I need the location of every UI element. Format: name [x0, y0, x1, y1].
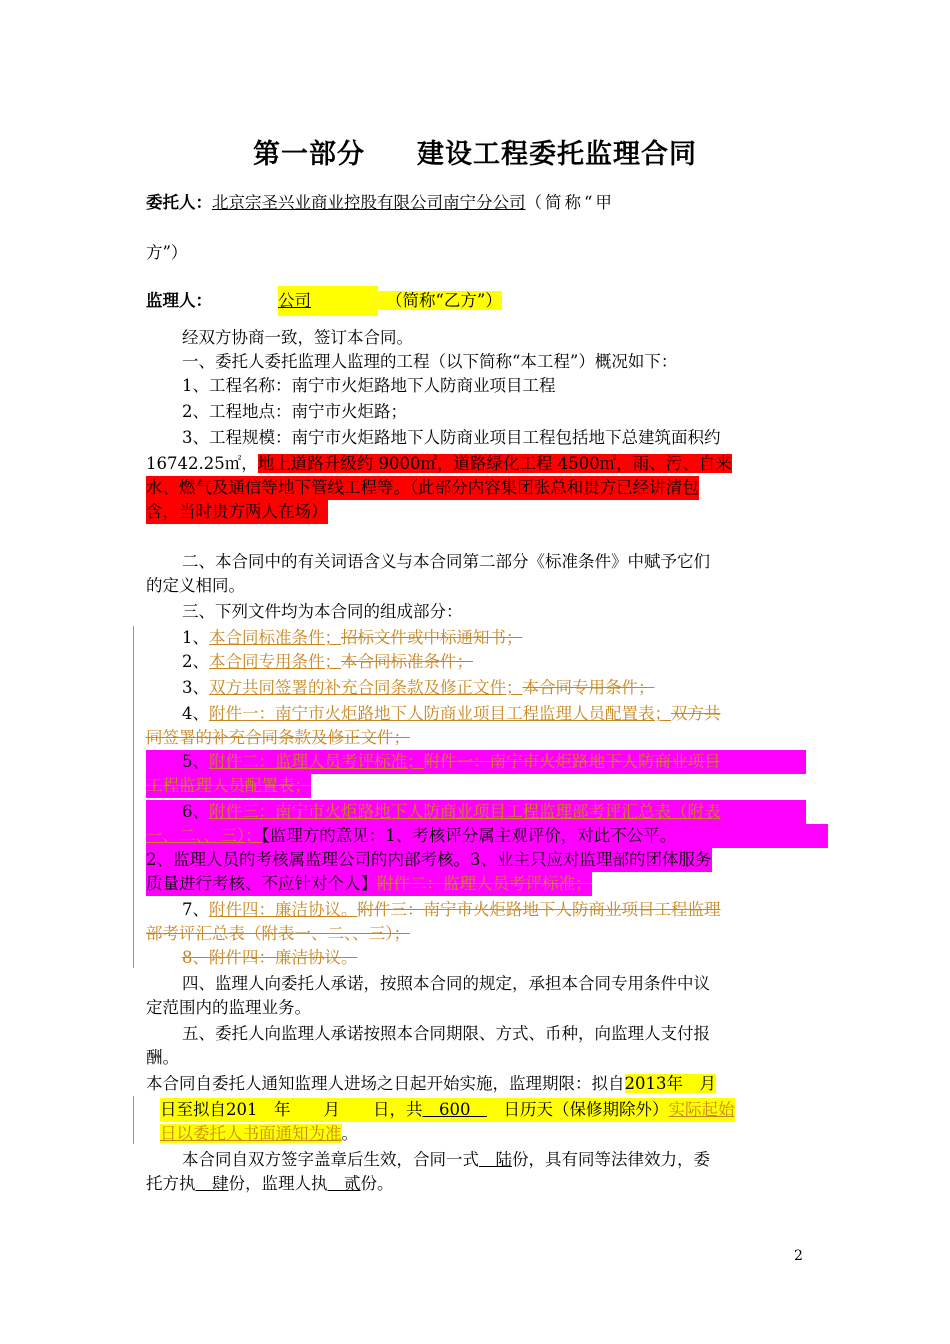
doc-item-5-cont: 工程监理人员配置表； [146, 774, 311, 798]
clause-3: 三、下列文件均为本合同的组成部分： [182, 602, 463, 621]
term-line-1: 本合同自委托人通知监理人进场之日起开始实施，监理期限：拟自2013年 月 [146, 1074, 716, 1093]
doc-item-3: 3、双方共同签署的补充合同条款及修正文件；本合同专用条件； [182, 678, 655, 697]
page-number: 2 [794, 1248, 803, 1264]
doc-item-4: 4、附件一：南宁市火炬路地下人防商业项目工程监理人员配置表；双方共 [182, 704, 721, 723]
doc-item-6-cont: 一、二、、三）；【监理方的意见：1、考核评分属主观评价，对此不公平。 [146, 824, 828, 848]
copies-line-1: 本合同自双方签字盖章后生效，合同一式 陆份，具有同等法律效力，委 [182, 1150, 710, 1169]
clause-1: 一、委托人委托监理人监理的工程（以下简称“本工程”）概况如下： [182, 352, 678, 371]
supervisor-company: 公司 [278, 286, 378, 316]
clause-4-cont: 定范围内的监理业务。 [146, 998, 311, 1017]
clause-5: 五、委托人向监理人承诺按照本合同期限、方式、币种，向监理人支付报 [182, 1024, 710, 1043]
doc-item-5: 5、附件二：监理人员考评标准；附件一：南宁市火炬路地下人防商业项目 [146, 750, 806, 774]
doc-item-7-cont: 部考评汇总表（附表一、二、、三）； [146, 924, 410, 943]
supervisor-opinion: 【监理方的意见：1、考核评分属主观评价，对此不公平。 [261, 826, 677, 845]
doc-item-6: 6、附件三：南宁市火炬路地下人防商业项目工程监理部考评汇总表（附表 [146, 800, 806, 824]
supervisor-label: 监理人： [146, 291, 212, 310]
revision-bar-2 [133, 1096, 134, 1144]
clause-2-cont: 的定义相同。 [146, 576, 245, 595]
doc-item-2: 2、本合同专用条件；本合同标准条件； [182, 652, 473, 671]
intro-line: 经双方协商一致，签订本合同。 [182, 328, 413, 347]
term-line-2: 日至拟自201 年 月 日，共 600 日历天（保修期除外）实际起始 [160, 1098, 735, 1122]
disputed-scope-1: 地上道路升级约 9000㎡，道路绿化工程 4500㎡，雨、污、自来 [257, 454, 732, 473]
supervisor-line [146, 286, 502, 316]
total-copies: 陆 [479, 1150, 512, 1169]
disputed-scope-2: 水、燃气及通信等地下管线工程等。（此部分内容集团张总和贵方已经讲清包 [146, 476, 699, 500]
disputed-scope-3: 含，当时贵方两人在场） [146, 500, 328, 524]
project-scale: 3、工程规模：南宁市火炬路地下人防商业项目工程包括地下总建筑面积约 [182, 428, 721, 447]
doc-item-1: 1、本合同标准条件；招标文件或中标通知书； [182, 628, 523, 647]
supervisor-opinion-2: 2、监理人员的考核属监理公司的内部考核。3、业主只应对监理部的团体服务 [146, 848, 712, 872]
calendar-days: 600 [422, 1100, 487, 1119]
project-scale-cont [146, 452, 732, 476]
area-value: 16742.25㎡， [146, 454, 258, 473]
clause-2: 二、本合同中的有关词语含义与本合同第二部分《标准条件》中赋予它们 [182, 552, 710, 571]
doc-item-4-cont: 同签署的补充合同条款及修正文件； [146, 728, 410, 747]
client-line-2: 方”） [146, 243, 188, 262]
clause-4: 四、监理人向委托人承诺，按照本合同的规定，承担本合同专用条件中议 [182, 974, 710, 993]
project-location: 2、工程地点：南宁市火炬路； [182, 402, 407, 421]
start-date: 2013年 月 [624, 1074, 716, 1093]
client-line [146, 188, 615, 218]
supervisor-opinion-3: 质量进行考核、不应针对个人】附件二：监理人员考评标准； [146, 872, 592, 896]
term-line-3: 日以委托人书面通知为准。 [160, 1124, 358, 1143]
client-label: 委托人： [146, 193, 212, 212]
title-part: 第一部分 [253, 139, 365, 170]
project-name: 1、工程名称：南宁市火炬路地下人防商业项目工程 [182, 376, 556, 395]
supervisor-copies: 贰 [327, 1174, 361, 1193]
doc-item-8: 8、附件四：廉洁协议。 [182, 948, 358, 967]
title-main: 建设工程委托监理合同 [417, 139, 697, 170]
document-title [0, 132, 950, 171]
clause-5-cont: 酬。 [146, 1048, 179, 1067]
doc-item-7: 7、附件四：廉洁协议。附件三：南宁市火炬路地下人防商业项目工程监理 [182, 900, 721, 919]
supervisor-suffix: （简称“乙方”） [378, 291, 502, 310]
client-copies: 肆 [195, 1174, 229, 1193]
client-name: 北京宗圣兴业商业控股有限公司南宁分公司 [212, 193, 526, 212]
revision-bar [133, 626, 134, 968]
client-suffix: （简称“甲 [525, 193, 615, 212]
copies-line-2: 托方执 肆份，监理人执 贰份。 [146, 1174, 394, 1193]
